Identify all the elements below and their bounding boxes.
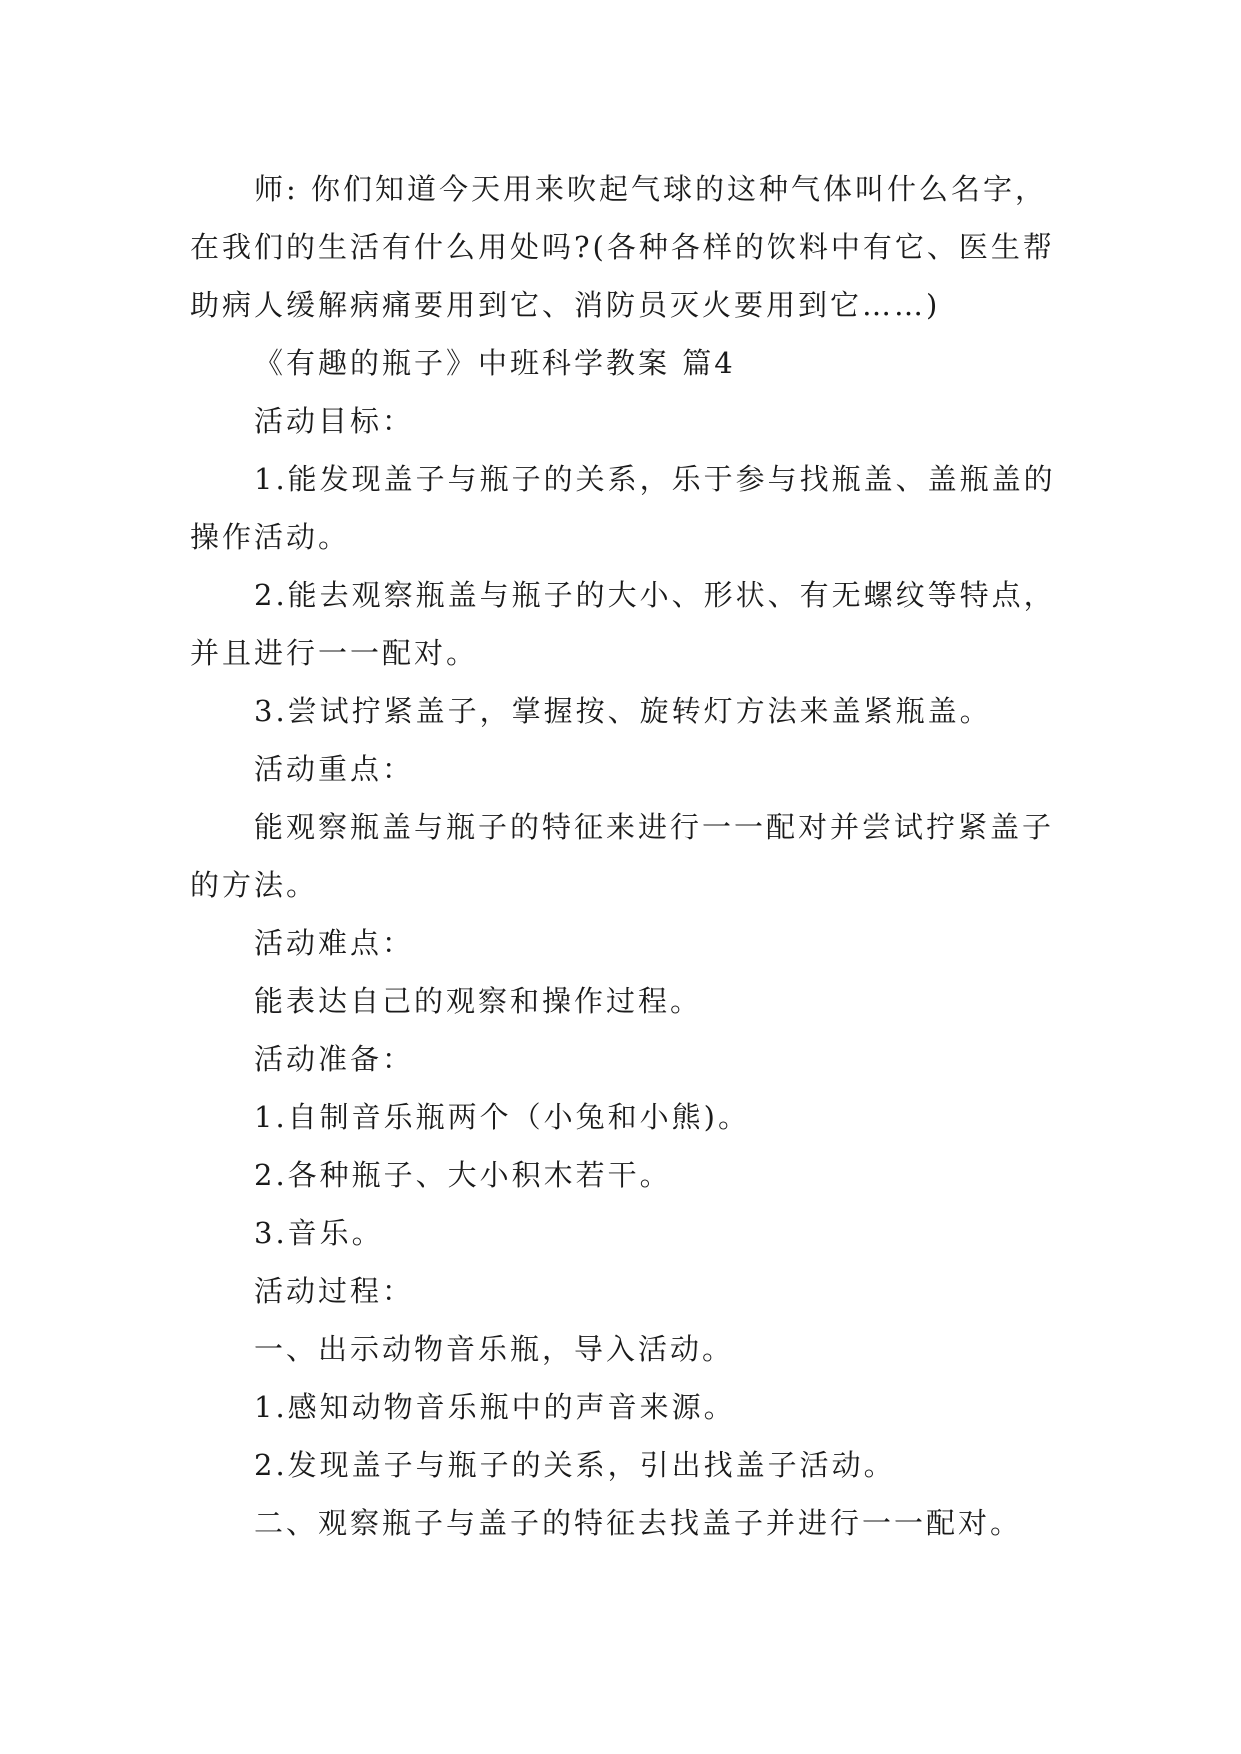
goal-item-2: 2.能去观察瓶盖与瓶子的大小、形状、有无螺纹等特点，并且进行一一配对。: [190, 578, 1056, 670]
process-step-1: 一、出示动物音乐瓶，导入活动。: [254, 1332, 735, 1366]
heading-preparation: 活动准备：: [254, 1042, 415, 1076]
heading-activity-goals: 活动目标：: [254, 404, 415, 438]
preparation-item-1: 1.自制音乐瓶两个（小兔和小熊)。: [254, 1100, 750, 1134]
section-heading: 《有趣的瓶子》中班科学教案 篇4: [254, 346, 736, 380]
difficulty-text: 能表达自己的观察和操作过程。: [254, 984, 703, 1018]
heading-key-point: 活动重点：: [254, 752, 415, 786]
process-substep-1: 1.感知动物音乐瓶中的声音来源。: [254, 1390, 736, 1424]
preparation-item-2: 2.各种瓶子、大小积木若干。: [254, 1158, 672, 1192]
goal-item-1: 1.能发现盖子与瓶子的关系，乐于参与找瓶盖、盖瓶盖的操作活动。: [190, 462, 1056, 554]
process-substep-2: 2.发现盖子与瓶子的关系，引出找盖子活动。: [254, 1448, 896, 1482]
goal-item-3: 3.尝试拧紧盖子，掌握按、旋转灯方法来盖紧瓶盖。: [254, 694, 992, 728]
preparation-item-3: 3.音乐。: [254, 1216, 384, 1250]
heading-process: 活动过程：: [254, 1274, 415, 1308]
heading-difficulty: 活动难点：: [254, 926, 415, 960]
document-body: [190, 160, 1070, 1552]
paragraph-teacher-question: 师: 你们知道今天用来吹起气球的这种气体叫什么名字，在我们的生活有什么用处吗?(各种各样的饮料中有它、医生帮助病人缓解病痛要用到它、消防员灭火要用到它……): [190, 172, 1055, 322]
process-step-2: 二、观察瓶子与盖子的特征去找盖子并进行一一配对。: [254, 1506, 1023, 1540]
key-point-text: 能观察瓶盖与瓶子的特征来进行一一配对并尝试拧紧盖子的方法。: [190, 810, 1055, 902]
